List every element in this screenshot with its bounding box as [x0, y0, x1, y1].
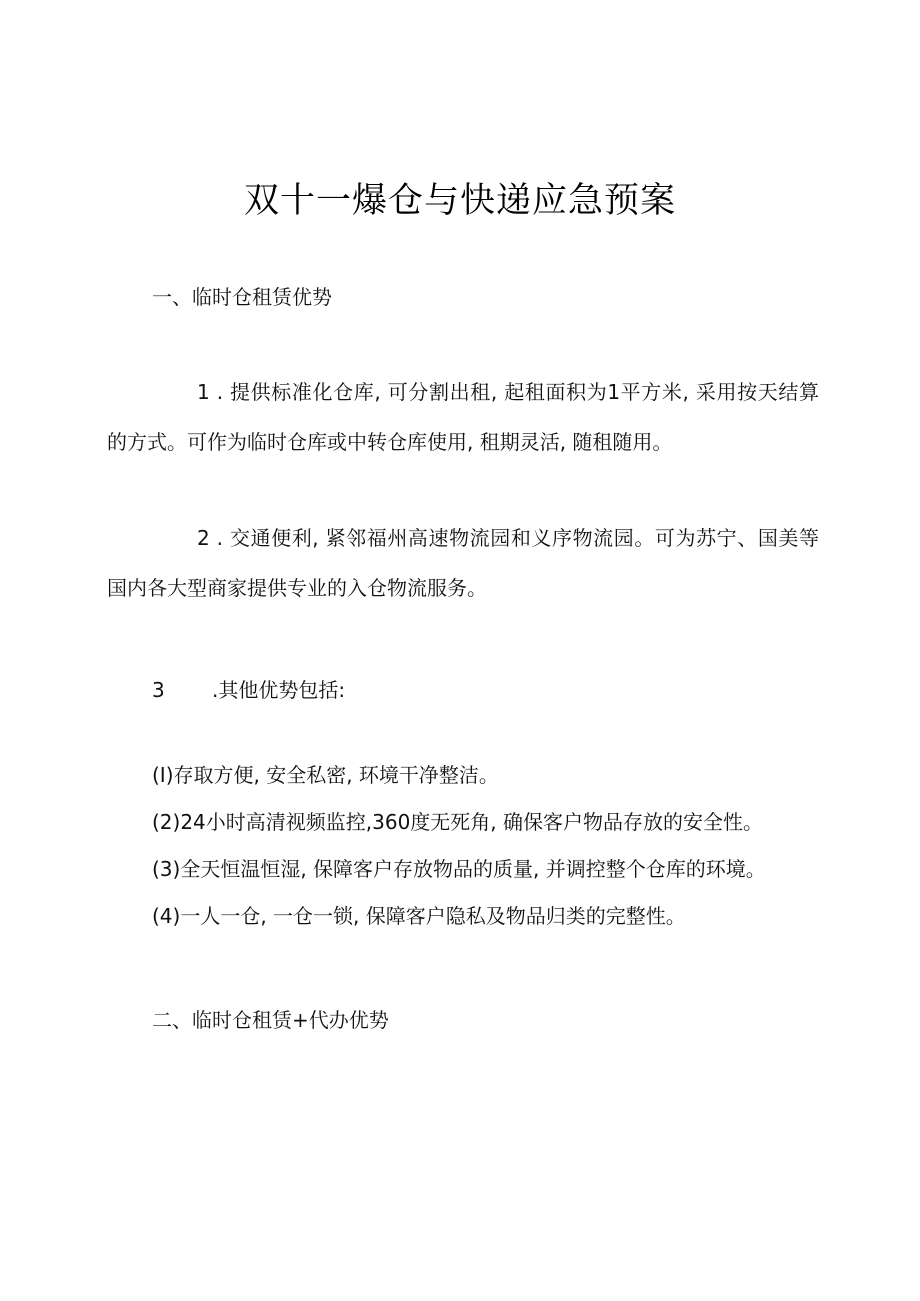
- sub-item: (I)存取方便, 安全私密, 环境干净整洁。: [152, 763, 499, 787]
- list-item-1-text: . 提供标准化仓库, 可分割出租, 起租面积为1平方米, 采用按天结算的方式。可作为临时仓库或中转仓库使用, 租期灵活, 随租随用。: [107, 380, 819, 454]
- list-item-1: [107, 367, 819, 467]
- list-item-3-number: 3: [152, 678, 165, 702]
- sub-item-list: [152, 752, 766, 940]
- section-1-heading: 一、临时仓租赁优势: [152, 285, 332, 309]
- document-title: 双十一爆仓与快递应急预案: [243, 181, 676, 221]
- list-item-2-text: . 交通便利, 紧邻福州高速物流园和义序物流园。可为苏宁、国美等国内各大型商家提供专业的入仓物流服务。: [107, 526, 819, 600]
- list-item-1-number: 1: [197, 380, 210, 404]
- section-2-heading: 二、临时仓租赁+代办优势: [152, 1008, 389, 1032]
- sub-item: (4)一人一仓, 一仓一锁, 保障客户隐私及物品归类的完整性。: [152, 904, 686, 928]
- list-item-3-text: .其他优势包括:: [212, 678, 346, 702]
- sub-item: (2)24小时高清视频监控,360度无死角, 确保客户物品存放的安全性。: [152, 810, 764, 834]
- list-item-2-number: 2: [197, 526, 210, 550]
- list-item-2: [107, 513, 819, 613]
- list-item-3: [152, 675, 345, 705]
- sub-item: (3)全天恒温恒湿, 保障客户存放物品的质量, 并调控整个仓库的环境。: [152, 857, 766, 881]
